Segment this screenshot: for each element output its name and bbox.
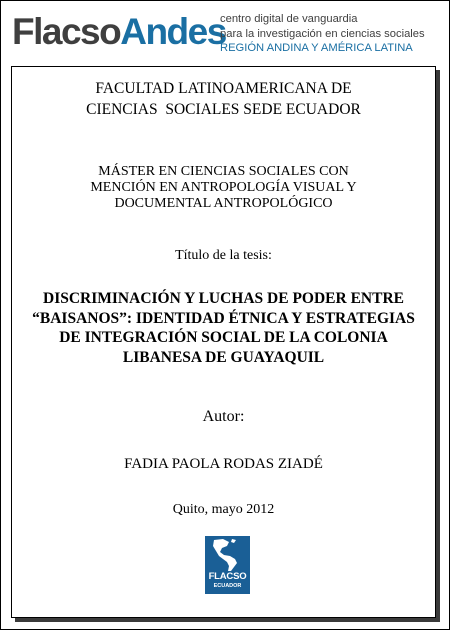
americas-map-icon: [205, 536, 250, 572]
thesis-title-line-4: LIBANESA DE GUAYAQUIL: [122, 348, 325, 366]
header: [0, 0, 450, 62]
place-date: Quito, mayo 2012: [172, 502, 275, 517]
master-program: [12, 164, 435, 212]
cover-page: [11, 66, 436, 618]
master-line-1: MÁSTER EN CIENCIAS SOCIALES CON: [98, 164, 349, 179]
tagline-line-1: centro digital de vanguardia: [220, 13, 358, 25]
tagline: [220, 12, 425, 56]
master-line-2: MENCIÓN EN ANTROPOLOGÍA VISUAL Y: [90, 180, 357, 195]
faculty-line-2: CIENCIAS SOCIALES SEDE ECUADOR: [86, 101, 361, 118]
thesis-title-line-3: DE INTEGRACIÓN SOCIAL DE LA COLONIA: [59, 329, 388, 346]
thesis-label: Título de la tesis:: [175, 248, 272, 263]
logo-flacso-text: FLACSO: [208, 571, 247, 582]
author-label: Autor:: [202, 408, 245, 425]
thesis-title: [12, 289, 435, 367]
thesis-title-line-1: DISCRIMINACIÓN Y LUCHAS DE PODER ENTRE: [43, 290, 404, 307]
brand-part-flacso: Flacso: [12, 11, 121, 52]
flacsoandes-logo: [12, 12, 226, 52]
tagline-line-2: para la investigación en ciencias sociales: [220, 27, 425, 40]
tagline-line-3: REGIÓN ANDINA Y AMÉRICA LATINA: [220, 42, 413, 54]
faculty-line-1: FACULTAD LATINOAMERICANA DE: [95, 80, 352, 97]
thesis-title-line-2: “BAISANOS”: IDENTIDAD ÉTNICA Y ESTRATEGIAS: [32, 309, 415, 327]
author-name: FADIA PAOLA RODAS ZIADÉ: [124, 456, 323, 472]
flacso-ecuador-logo: [205, 536, 250, 594]
logo-ecuador-text: ECUADOR: [213, 583, 242, 589]
faculty-heading: [12, 78, 435, 120]
master-line-3: DOCUMENTAL ANTROPOLÓGICO: [114, 196, 333, 211]
brand-part-andes: Andes: [120, 11, 226, 52]
